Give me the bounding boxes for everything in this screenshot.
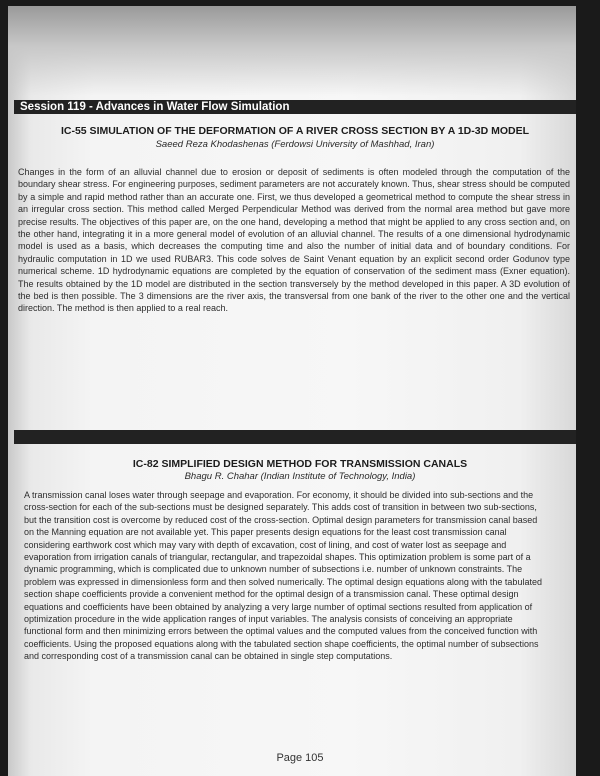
paper2-author: Bhagu R. Chahar (Indian Institute of Technology, India): [184, 471, 416, 482]
session-header-bar: Session 119 - Advances in Water Flow Simulation: [14, 100, 576, 114]
paper1-title: IC-55 SIMULATION OF THE DEFORMATION OF A RIVER CROSS SECTION BY A 1D-3D MODEL: [60, 125, 530, 137]
paper2-title: IC-82 SIMPLIFIED DESIGN METHOD FOR TRANSMISSION CANALS: [132, 458, 468, 470]
paper1-author: Saeed Reza Khodashenas (Ferdowsi University of Mashhad, Iran): [155, 139, 435, 150]
section-divider-bar: [14, 430, 576, 444]
paper2-abstract: A transmission canal loses water through seepage and evaporation. For economy, it should be divided into sub-sections and the cross-section for each of the sub-sections must be designed separately. This adds cost of transition in between two sub-sections, but the transition cost is overcome by reduced cost of the cross-section. Optimal design parameters for transmission canal based on the Manning equation are not available yet. This paper presents design equations for the least cost transmission canal considering earthwork cost which may vary with depth of excavation, cost of lining, and cost of water lost as seepage and evaporation from irrigation canals of triangular, rectangular, and trapezoidal shapes. This optimization problem is some part of a dynamic programming, which is complicated due to unknown number of subsections i.e. number of unknown constraints. The problem was expressed in dimensionless form and then solved numerically. The optimal design equations along with the tabulated section shape coefficients provide a convenient method for the optimal design of a transmission canal. These optimal design equations and coefficients have been obtained by analyzing a very large number of optimal sections resulted from application of optimization procedure in the wide application ranges of input variables. The analysis consists of conceiving an appropriate functional form and then minimizing errors between the optimal values and the computed values from the conceived function with coefficients. Using the proposed equations along with the tabulated section shape coefficients, the optimal number of subsections and corresponding cost of a transmission canal can be obtained in single step computations.: [24, 490, 542, 662]
paper1-abstract: Changes in the form of an alluvial channel due to erosion or deposit of sediments is often modeled through the computation of the boundary shear stress. For engineering purposes, sediment parameters are not accurately known. Thus, shear stress should be computed by a simple and rapid method rather than an accurate one. First, we thus developed a geometrical method to compute the shear stress in an irregular cross section. This method called Merged Perpendicular Method was derived from the normal area method but gave more precise results. The objectives of this paper are, on the one hand, developing a method that might be applied to any cross section and, on the other hand, integrating it in a more general model of evolution of an alluvial channel. The results of a one dimensional hydrodynamic model is used as a basis, which decreases the computing time and also the number of initial data and of boundary conditions. For hydraulic computation in 1D we used RUBAR3. This code solves de Saint Venant equation by an explicit second order Godunov type numerical scheme. 1D hydrodynamic equations are completed by the equation of conservation of the sediment mass (Exner equation). The results obtained by the 1D model are distributed in the section transversely by the method developed in this paper. A 3D evolution of the bed is then possible. The 3 dimensions are the river axis, the transversal from one bank of the river to the other one and the vertical direction. The method is then applied to a real reach.: [18, 167, 570, 314]
page-number: Page 105: [276, 752, 324, 764]
scan-shadow: [8, 6, 576, 96]
